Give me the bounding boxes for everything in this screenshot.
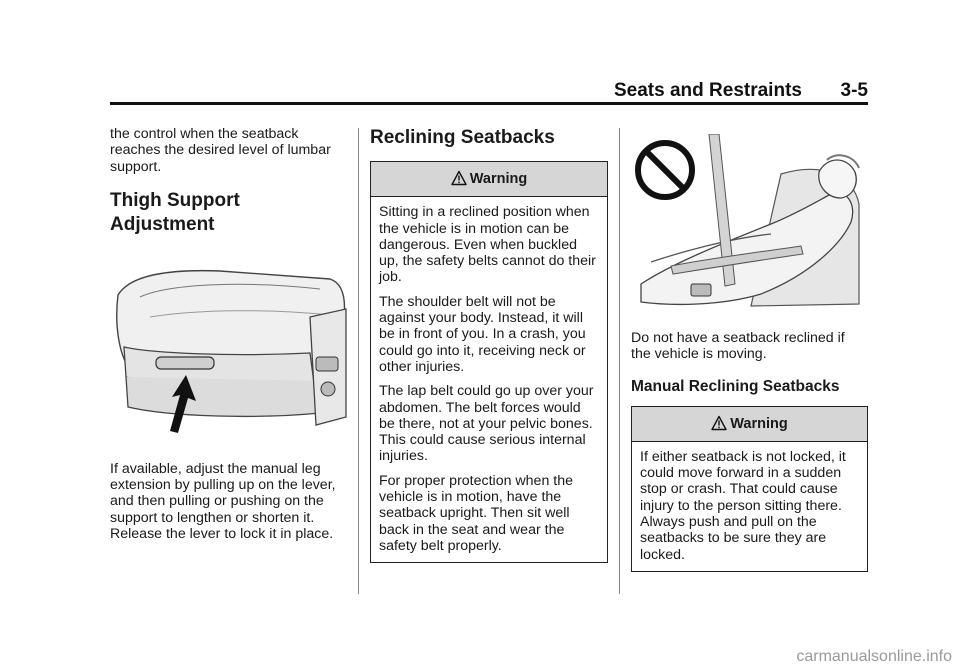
warning-paragraph: The shoulder belt will not be against your body. Instead, it will be in front of you. In a crash, you could go into it, receiving neck or other injuries. (379, 293, 586, 375)
page-header (110, 80, 868, 102)
warning-triangle-icon (711, 415, 727, 435)
section-title: Seats and Restraints (614, 80, 802, 101)
reclined-passenger-prohibited-illustration (631, 134, 868, 312)
recline-caption: Do not have a seatback reclined if the vehicle is moving. (631, 330, 845, 363)
column-divider (619, 128, 620, 594)
heading-line: Adjustment (110, 213, 215, 235)
column-left (110, 126, 350, 542)
warning-body (371, 197, 607, 562)
warning-triangle-icon (451, 170, 467, 190)
column-divider (358, 128, 359, 594)
watermark: carmanualsonline.info (796, 648, 952, 665)
warning-label: Warning (469, 171, 528, 187)
warning-box (631, 406, 868, 572)
warning-paragraph: If either seatback is not locked, it could move forward in a sudden stop or crash. That could cause injury to the person sitting there. Always push and pull on the seatbacks to be sure they are locked. (640, 448, 846, 563)
warning-label: Warning (730, 415, 788, 432)
heading-line: Thigh Support (110, 189, 240, 211)
manual-reclining-heading: Manual Reclining Seatbacks (631, 377, 840, 395)
reclining-seatbacks-heading: Reclining Seatbacks (370, 127, 555, 148)
page-number: 3-5 (840, 80, 868, 101)
column-middle (370, 126, 608, 563)
header-rule (110, 102, 868, 105)
warning-header (371, 162, 607, 197)
warning-box (370, 161, 608, 563)
warning-body (632, 442, 867, 571)
warning-paragraph: Sitting in a reclined position when the vehicle is in motion can be dangerous. Even when buckled up, the safety belts cannot do their job. (379, 204, 596, 286)
seat-thigh-support-illustration (110, 257, 350, 447)
warning-paragraph: For proper protection when the vehicle is in motion, have the seatback upright. Then sit well back in the seat and wear the safety belt properly. (379, 472, 574, 554)
thigh-support-heading (110, 189, 350, 237)
column-right (631, 126, 868, 572)
warning-header (632, 407, 867, 442)
intro-paragraph: the control when the seatback reaches the desired level of lumbar support. (110, 126, 331, 175)
warning-paragraph: The lap belt could go up over your abdomen. The belt forces would be there, not at your pelvic bones. This could cause serious internal injuries. (379, 383, 594, 465)
thigh-support-instructions: If available, adjust the manual leg extension by pulling up on the lever, and then pulling or pushing on the support to lengthen or shorten it. Release the lever to lock it in place. (110, 460, 336, 543)
